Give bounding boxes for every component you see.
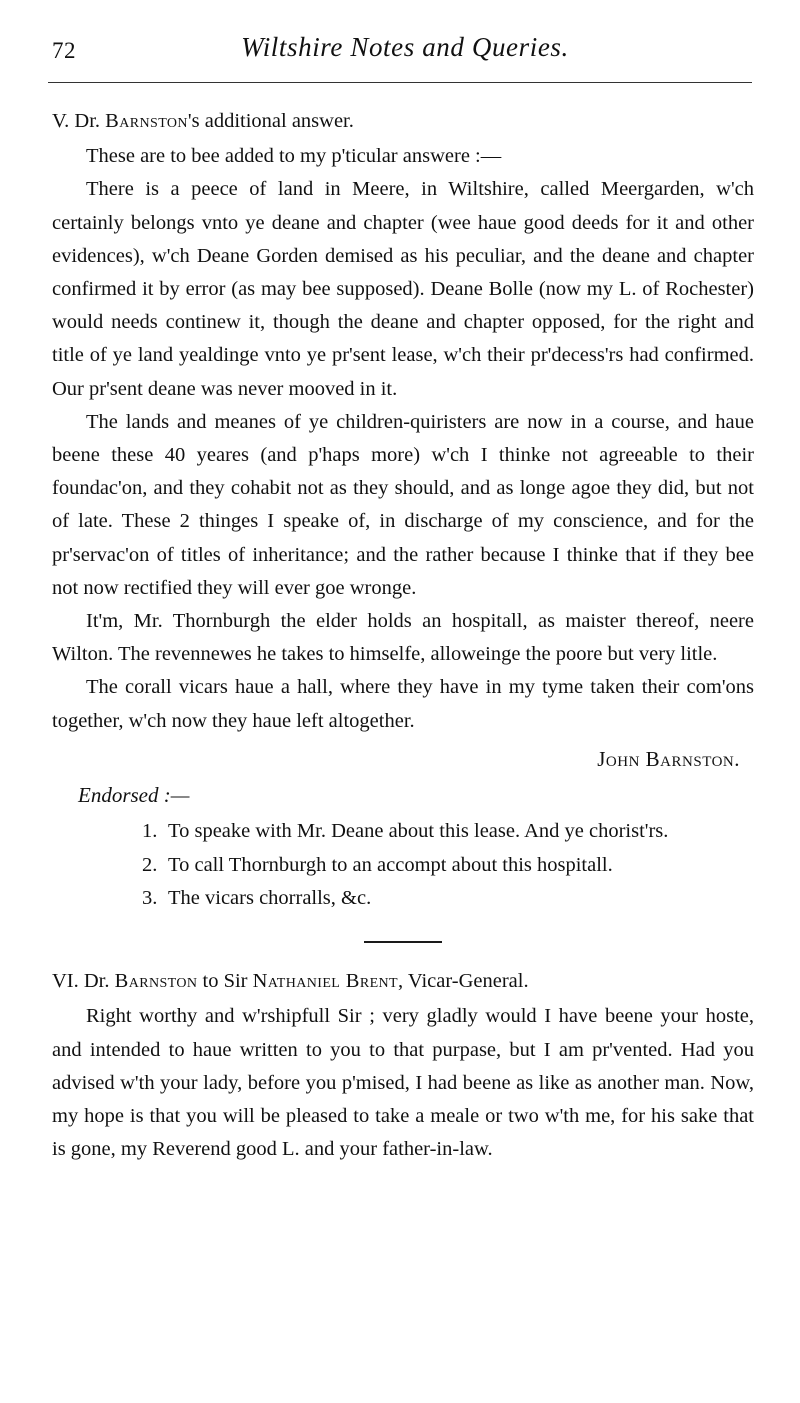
endorsed-list [52, 816, 754, 915]
section-vi-heading-name-barnston: Barnston [114, 970, 198, 993]
paragraph: It'm, Mr. Thornburgh the elder holds an hospitall, as maister thereof, neere Wilton. The revennewes he takes to himselfe, alloweinge the poore but very litle. [52, 610, 754, 666]
list-item-text: The vicars chorralls, &c. [168, 887, 372, 910]
signature: John Barnston. [597, 746, 740, 771]
paragraph: The lands and meanes of ye children-quiristers are now in a course, and haue beene these 40 yeares (and p'haps more) w'ch I thinke not agreeable to their foundac'on, and they cohabit not as they should, and as longe agoe they did, but not of late. These 2 thinges I speake of, in discharge of my conscience, and for the pr'servac'on of titles of inheritance; and the rather because I thinke that if they bee not now rectified they will ever goe wronge. [52, 410, 754, 599]
page-body [52, 105, 754, 1166]
list-item [142, 816, 754, 848]
section-divider [364, 941, 442, 943]
page-number: 72 [52, 38, 76, 63]
section-vi-heading-name-brent: Nathaniel Brent [252, 970, 399, 993]
list-item-text: To call Thornburgh to an accompt about this hospitall. [168, 853, 613, 876]
section-vi-heading-middle: to Sir [197, 970, 253, 993]
list-item-text: To speake with Mr. Deane about this lease. And ye chorist'rs. [168, 819, 669, 842]
section-v-heading-suffix: 's additional answer. [187, 110, 354, 132]
document-page [0, 30, 800, 1403]
paragraph: Right worthy and w'rshipfull Sir ; very gladly would I have beene your hoste, and intended to haue written to you to that purpase, but I am pr'vented. Had you advised w'th your lady, before you p'mised, I had beene as like as another man. Now, my hope is that you will be pleased to take a meale or two w'th me, for his sake that is gone, my Reverend good L. and your father-in-law. [52, 1005, 754, 1161]
section-vi-heading-prefix: VI. Dr. [52, 970, 115, 993]
paragraph: These are to bee added to my p'ticular answere :— [86, 145, 502, 168]
section-vi-heading-suffix: , Vicar-General. [398, 970, 529, 993]
page-header [48, 30, 752, 76]
list-item-number: 1. [142, 819, 158, 842]
list-item-number: 3. [142, 887, 158, 910]
running-title: Wiltshire Notes and Queries. [241, 32, 569, 62]
section-v-heading [52, 105, 754, 138]
paragraph: There is a peece of land in Meere, in Wiltshire, called Meergarden, w'ch certainly belongs vnto ye deane and chapter (wee haue good deeds for it and other evidences), w'ch Deane Gorden demised as his peculiar, and the deane and chapter confirmed it by error (as may bee supposed). Deane Bolle (now my L. of Rochester) would needs continew it, though the deane and chapter opposed, for the right and title of ye land yealdinge vnto ye pr'sent lease, w'ch their pr'decess'rs had confirmed. Our pr'sent deane was never mooved in it. [52, 178, 754, 400]
paragraph: The corall vicars haue a hall, where they have in my tyme taken their com'ons together, w'ch now they haue left altogether. [52, 676, 754, 732]
header-rule [48, 82, 752, 83]
endorsed-label: Endorsed :— [78, 782, 190, 807]
list-item-number: 2. [142, 853, 158, 876]
section-v-heading-name: Barnston [105, 110, 188, 132]
section-v-heading-prefix: V. Dr. [52, 110, 106, 132]
list-item [142, 850, 754, 882]
section-vi-heading [52, 965, 754, 998]
list-item [142, 883, 754, 915]
